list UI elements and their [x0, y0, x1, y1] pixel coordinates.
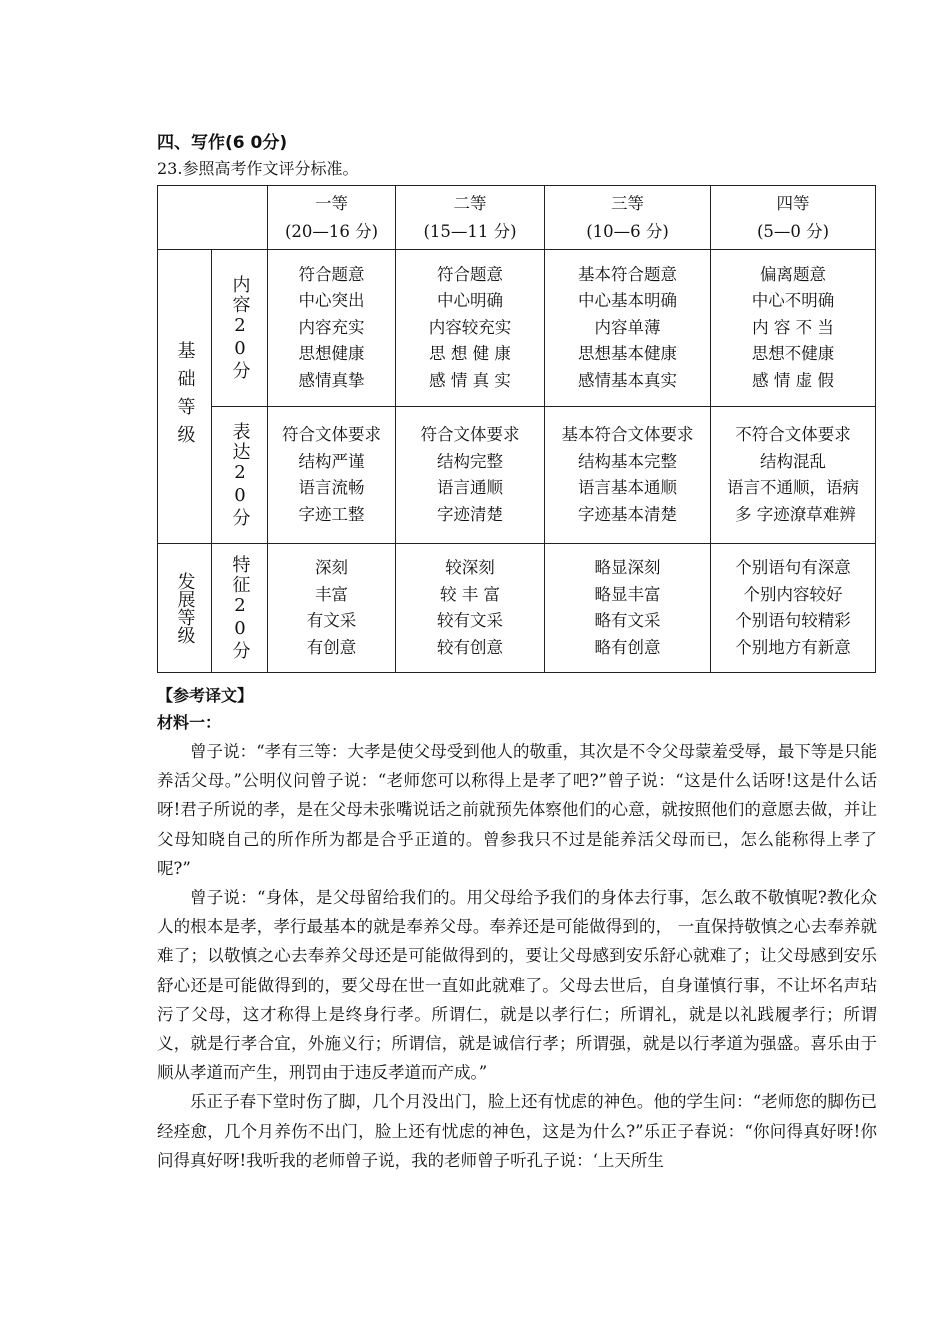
grade-range: (20—16 分)	[284, 221, 379, 241]
cell-line: 有文采	[306, 611, 357, 630]
cell-line: 个别地方有新意	[735, 637, 851, 657]
cell-line: 基本符合题意	[578, 264, 677, 284]
cell-line: 中心明确	[437, 291, 503, 311]
table-row-feature	[158, 544, 876, 673]
grade-name: 二等	[453, 193, 487, 213]
paragraph: 乐正子春下堂时伤了脚，几个月没出门，脸上还有忧虑的神色。他的学生问：“老师您的脚伤已经痊愈，几个月养伤不出门，脸上还有忧虑的神色，这是为什么?”乐正子春说：“你问得真好呀!你问得真好呀!我听我的老师曾子说，我的老师曾子听孔子说：‘上天所生	[157, 1092, 877, 1170]
grade-range: (10—6 分)	[586, 221, 669, 241]
table-cell	[545, 250, 711, 407]
table-cell	[545, 407, 711, 544]
cell-line: 个别语句较精彩	[735, 611, 851, 630]
cell-line: 略有创意	[594, 637, 661, 657]
paragraph: 曾子说：“孝有三等：大孝是使父母受到他人的敬重，其次是不令父母蒙羞受辱，最下等是只能养活父母。”公明仪问曾子说：“老师您可以称得上是孝了吧?”曾子说：“这是什么话呀!这是什么话呀!君子所说的孝，是在父母未张嘴说话之前就预先体察他们的心意，就按照他们的意愿去做，并让父母知晓自己的所作所为都是合乎正道的。曾参我只不过是能养活父母而已，怎么能称得上孝了呢?”	[157, 742, 877, 878]
grade-range: (15—11 分)	[423, 221, 517, 241]
row-label-feature: 特征20分	[212, 544, 268, 673]
group-label-develop: 发展等级	[158, 544, 212, 673]
reference-translation-title: 【参考译文】	[157, 686, 254, 705]
grade-header	[545, 186, 711, 250]
cell-line: 字迹基本清楚	[578, 504, 677, 524]
cell-line: 语言通顺	[437, 478, 503, 497]
table-cell	[396, 250, 545, 407]
grade-header	[268, 186, 396, 250]
cell-line: 结构基本完整	[578, 451, 677, 471]
cell-line: 基本符合文体要求	[561, 425, 694, 444]
cell-line: 个别语句有深意	[735, 558, 851, 577]
cell-line: 思想不健康	[751, 344, 835, 364]
table-row-expression	[158, 407, 876, 544]
cell-line: 内容较充实	[428, 317, 512, 337]
cell-line: 符合题意	[298, 264, 365, 284]
cell-line: 语言不通顺，语病	[727, 478, 859, 497]
cell-line: 中心突出	[298, 291, 365, 311]
table-cell	[711, 544, 876, 673]
grade-name: 三等	[611, 193, 644, 213]
cell-line: 符合文体要求	[282, 425, 381, 444]
cell-line: 偏离题意	[760, 264, 826, 284]
cell-line: 深刻	[315, 558, 348, 577]
table-cell	[396, 544, 545, 673]
row-label-expression: 表达20分	[212, 407, 268, 544]
cell-line: 内容充实	[298, 317, 365, 337]
material-one-title: 材料一：	[157, 713, 222, 732]
cell-line: 略显丰富	[594, 584, 661, 604]
paragraph: 曾子说：“身体，是父母留给我们的。用父母给予我们的身体去行事，怎么敢不敬慎呢?教化众人的根本是孝，孝行最基本的就是奉养父母。奉养还是可能做得到的， 一直保持敬慎之心去奉养就难了；以敬慎之心去奉养父母还是可能做得到的，要让父母感到安乐舒心就难了；让父母感到安乐舒心还是可能做得到的，要父母在世一直如此就难了。父母去世后，自身谨慎行事，不让坏名声玷污了父母，这才称得上是终身行孝。所谓仁，就是以孝行仁；所谓礼，就是以礼践履孝行；所谓义，就是行孝合宜，外施义行；所谓信，就是诚信行孝；所谓强，就是以行孝道为强盛。喜乐由于顺从孝道而产生，刑罚由于违反孝道而产成。”	[157, 888, 877, 1083]
cell-line: 思 想 健 康	[429, 344, 511, 364]
table-cell	[268, 250, 396, 407]
cell-line: 略有文采	[594, 611, 661, 630]
table-cell	[711, 407, 876, 544]
table-header-row	[158, 186, 876, 250]
cell-line: 思想健康	[298, 344, 365, 364]
cell-line: 不符合文体要求	[735, 425, 851, 444]
cell-line: 感 情 虚 假	[752, 370, 834, 390]
corner-cell	[158, 186, 268, 250]
row-label-content: 内容20分	[212, 250, 268, 407]
cell-line: 符合文体要求	[420, 425, 520, 444]
table-cell	[396, 407, 545, 544]
cell-line: 感 情 真 实	[429, 370, 511, 390]
table-cell	[268, 544, 396, 673]
cell-line: 中心不明确	[751, 291, 835, 311]
section-heading: 四、写作(6 0分)	[157, 133, 288, 153]
grade-name: 一等	[315, 193, 348, 213]
cell-line: 中心基本明确	[578, 291, 677, 311]
grade-name: 四等	[776, 193, 810, 213]
scoring-rubric-table	[157, 185, 876, 673]
cell-line: 多 字迹潦草难辨	[735, 504, 856, 524]
cell-line: 较有创意	[437, 637, 503, 657]
cell-line: 有创意	[306, 637, 357, 657]
translation-body	[157, 737, 877, 1175]
cell-line: 个别内容较好	[743, 584, 843, 604]
cell-line: 丰富	[315, 584, 348, 604]
cell-line: 感情真挚	[298, 370, 365, 390]
cell-line: 略显深刻	[594, 558, 661, 577]
table-cell	[711, 250, 876, 407]
cell-line: 较有文采	[437, 611, 503, 630]
cell-line: 内 容 不 当	[752, 317, 834, 337]
grade-range: (5—0 分)	[756, 221, 830, 241]
table-row-content	[158, 250, 876, 407]
scoring-note: 23.参照高考作文评分标准。	[157, 159, 359, 178]
cell-line: 结构严谨	[298, 451, 365, 471]
cell-line: 较深刻	[445, 558, 495, 577]
group-label-basic: 基础等级	[158, 250, 212, 544]
cell-line: 符合题意	[437, 264, 503, 284]
cell-line: 语言基本通顺	[578, 478, 677, 497]
cell-line: 思想基本健康	[578, 344, 677, 364]
cell-line: 感情基本真实	[578, 370, 677, 390]
cell-line: 较 丰 富	[440, 584, 500, 604]
cell-line: 内容单薄	[594, 317, 661, 337]
cell-line: 结构完整	[437, 451, 503, 471]
cell-line: 字迹清楚	[437, 504, 503, 524]
grade-header	[396, 186, 545, 250]
table-cell	[545, 544, 711, 673]
cell-line: 语言流畅	[298, 478, 365, 497]
grade-header	[711, 186, 876, 250]
table-cell	[268, 407, 396, 544]
cell-line: 字迹工整	[298, 504, 365, 524]
cell-line: 结构混乱	[760, 451, 826, 471]
